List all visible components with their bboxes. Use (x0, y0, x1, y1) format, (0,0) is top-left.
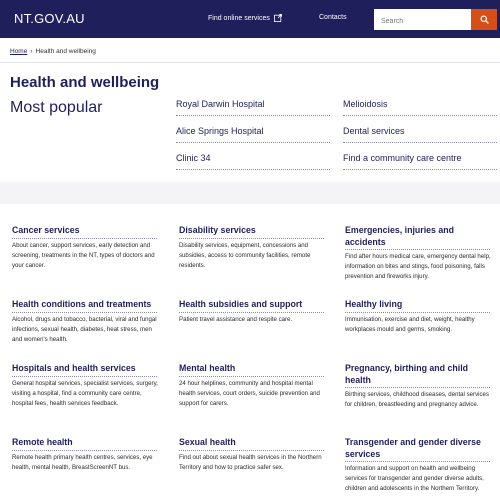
search-icon (480, 15, 489, 24)
search-box (374, 9, 471, 30)
site-header (0, 0, 500, 38)
service-desc-health-subsidies: Patient travel assistance and respite care. (179, 316, 293, 323)
service-desc-disability: Disability services, equipment, concessions and subsidies, access to community facilities, remote residents. (179, 242, 311, 269)
service-title-health-subsidies[interactable]: Health subsidies and support (179, 299, 303, 309)
service-title-mental-health[interactable]: Mental health (179, 363, 236, 373)
service-divider (12, 376, 157, 377)
service-title-pregnancy[interactable]: Pregnancy, birthing and child health (345, 363, 469, 385)
service-desc-hospitals: General hospital services, specialist services, surgery, visiting a hospital, find a community care centre, hospital fees, health services feedback. (12, 380, 158, 407)
popular-divider (343, 142, 497, 143)
search-input[interactable] (375, 12, 470, 31)
service-title-sexual-health[interactable]: Sexual health (179, 437, 236, 447)
service-desc-emergencies: Find after hours medical care, emergency dental help, information on bites and stings, food poisoning, falls prevention and fireworks injury. (345, 253, 491, 280)
service-desc-mental-health: 24 hour helplines, community and hospital mental health services, court orders, suicide prevention and support for carers. (179, 380, 320, 407)
external-link-icon (274, 14, 282, 22)
service-desc-pregnancy: Birthing services, childhood diseases, dental services for children, breastfeeding and pregnancy advice. (345, 391, 489, 408)
service-title-remote-health[interactable]: Remote health (12, 437, 73, 447)
page-title: Health and wellbeing (10, 74, 160, 91)
search-button[interactable] (471, 9, 497, 30)
popular-link-melioidosis[interactable]: Melioidosis (343, 99, 388, 109)
popular-link-royal-darwin-hospital[interactable]: Royal Darwin Hospital (176, 99, 265, 109)
popular-divider (176, 169, 330, 170)
popular-link-alice-springs-hospital[interactable]: Alice Springs Hospital (176, 126, 264, 136)
breadcrumb-divider (0, 62, 500, 63)
service-divider (179, 376, 324, 377)
nav-contacts[interactable]: Contacts (319, 14, 347, 21)
service-desc-remote-health: Remote health primary health centres, services, eye health, mental health, BreastScreenNT bus. (12, 454, 153, 471)
service-divider (345, 249, 490, 250)
service-desc-cancer: About cancer, support services, early detection and screening, treatments in the NT, types of doctors and your cancer. (12, 242, 155, 269)
service-title-hospitals[interactable]: Hospitals and health services (12, 363, 136, 373)
section-divider-band (0, 182, 500, 204)
service-title-disability[interactable]: Disability services (179, 225, 256, 235)
service-divider (345, 312, 490, 313)
service-divider (345, 461, 490, 462)
service-divider (179, 312, 324, 313)
service-desc-sexual-health: Find out about sexual health services in the Northern Territory and how to practice safer sex. (179, 454, 322, 471)
most-popular-heading: Most popular (10, 99, 103, 116)
popular-link-community-care-centre[interactable]: Find a community care centre (343, 153, 462, 163)
service-title-transgender[interactable]: Transgender and gender diverse services (345, 437, 481, 459)
service-divider (12, 450, 157, 451)
service-desc-healthy-living: Immunisation, exercise and diet, weight, healthy workplaces mould and germs, smoking. (345, 316, 475, 333)
service-desc-transgender: Information and support on health and wellbeing services for transgender and gender diverse adults, children and adolescents in the Northern Territory. (345, 465, 484, 492)
service-title-cancer[interactable]: Cancer services (12, 225, 80, 235)
site-logo[interactable]: NT.GOV.AU (14, 11, 85, 26)
service-title-healthy-living[interactable]: Healthy living (345, 299, 403, 309)
breadcrumb (10, 48, 96, 55)
service-divider (179, 238, 324, 239)
service-divider (12, 312, 157, 313)
nav-find-online-services[interactable] (208, 14, 282, 22)
popular-link-clinic-34[interactable]: Clinic 34 (176, 153, 211, 163)
service-title-health-conditions[interactable]: Health conditions and treatments (12, 299, 152, 309)
popular-link-dental-services[interactable]: Dental services (343, 126, 405, 136)
popular-divider (176, 142, 330, 143)
service-divider (345, 387, 490, 388)
service-desc-health-conditions: Alcohol, drugs and tobacco, bacterial, viral and fungal infections, sexual health, diabetes, heat stress, men and women's health. (12, 316, 157, 343)
breadcrumb-current: Health and wellbeing (35, 48, 96, 55)
service-title-emergencies[interactable]: Emergencies, injuries and accidents (345, 225, 455, 247)
service-divider (179, 450, 324, 451)
breadcrumb-home[interactable]: Home (10, 48, 28, 55)
popular-divider (343, 115, 497, 116)
popular-divider (343, 169, 497, 170)
nav-find-label: Find online services (208, 14, 270, 22)
service-divider (12, 238, 157, 239)
breadcrumb-separator-icon: › (30, 48, 33, 55)
popular-divider (176, 115, 330, 116)
